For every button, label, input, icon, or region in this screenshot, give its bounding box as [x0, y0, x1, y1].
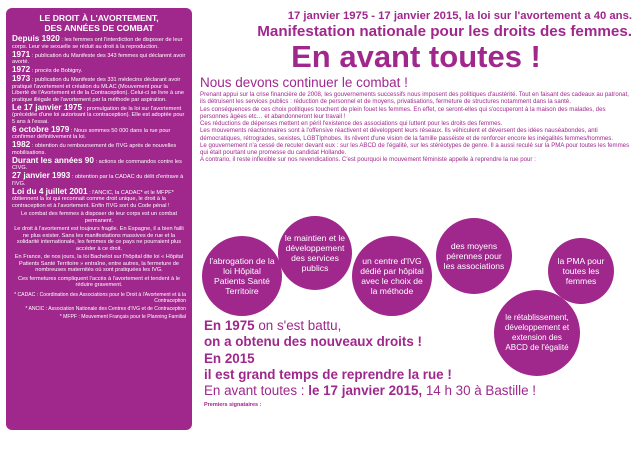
footnote: * ANCIC : Association Nationale des Centres d'IVG et de Contraception	[25, 305, 186, 312]
footnotes	[12, 292, 186, 320]
timeline	[12, 36, 186, 209]
body-paragraph: Prenant appui sur la crise financière de 2008, les gouvernements successifs nous imposent des politiques d'austérité. Tout en faisant des cadeaux au patronat, ils détruisent les services publics : réduction de personnel et de moyens, privatisations, fermeture de structures notamment dans la santé.	[200, 91, 629, 106]
footnote: * CADAC : Coordination des Associations pour le Droit à l'Avortement et à la Contraception	[14, 291, 186, 304]
subtitle: Nous devons continuer le combat !	[200, 75, 408, 90]
timeline-item: Le 17 janvier 1975 : promulgation de la loi sur l'avortement (précédée d'une loi autorisant la contraception). Elle est adoptée pour 5 ans à l'essai.	[12, 102, 185, 125]
demand-circle-pma: la PMA pour toutes les femmes	[548, 238, 614, 304]
timeline-item: 27 janvier 1993 : obtention par la CADAC du délit d'entrave à l'IVG.	[12, 171, 184, 187]
timeline-item: 1972 : procès de Bobigny.	[12, 65, 83, 74]
body-paragraph: A contrario, il reste inflexible sur nos revendications. C'est pourquoi le mouvement féministe appelle à reprendre la rue pour :	[200, 156, 536, 164]
sidebar-paragraph: Ces fermetures compliquent l'accès à l'avortement et tendent à le réduire gravement.	[18, 275, 180, 288]
slogan-title: En avant toutes !	[291, 39, 541, 74]
timeline-item: 6 octobre 1979 : Nous sommes 50 000 dans la rue pour confirmer définitivement la loi.	[12, 124, 171, 140]
demand-circle-ivg-center: un centre d'IVG dédié par hôpital avec le choix de la méthode	[352, 236, 432, 316]
timeline-item: 1973 : publication du Manifeste des 331 médecins déclarant avoir pratiqué l'avortement et création du MLAC (Mouvement pour la Liberté de l'Avortement et de la Contraception). Celui-ci se livre à une pratique illégale de l'avortement par la méthode par aspiration.	[12, 74, 184, 103]
demand-circle-public-services: le maintien et le développement des services publics	[278, 216, 352, 290]
closing-call: En 1975 on s'est battu, on a obtenu des nouveaux droits ! En 2015 il est grand temps de reprendre la rue ! En avant toutes : le 17 janvier 2015, 14 h 30 à Bastille !	[204, 318, 537, 399]
body-paragraph: Les mouvements réactionnaires sont à l'offensive réactivent et développent leurs réseaux. Ils véhiculent et déversent des idées nauséabondes, anti démocratiques, rétrogrades, sexistes, LGBTIphobes. Ils rêvent d'une vision de la famille passéiste et de renforcer encore les inégalités femmes/hommes.	[200, 127, 614, 142]
timeline-item: Depuis 1920 : les femmes ont l'interdiction de disposer de leur corps. Leur vie sexuelle se réduit au droit à la reproduction.	[12, 34, 183, 50]
main-content	[200, 10, 632, 164]
signatories-label: Premiers signataires :	[204, 402, 262, 408]
body-paragraph: Ces réductions de dépenses mettent en péril l'existence des associations qui luttent pour les droits des femmes.	[200, 120, 503, 127]
body-paragraph: Le gouvernement n'a cessé de reculer devant eux : sur les ABCD de l'égalité, sur les stéréotypes de genre. Il a aussi reculé sur la PMA pour toutes les femmes qui était pourtant une promesse du candidat Hollande.	[200, 141, 630, 156]
history-sidebar	[6, 8, 192, 430]
sidebar-paragraph: En France, de nos jours, la loi Bachelot sur l'hôpital dite loi « Hôpital Patients Santé Territoire » entraîne, entre autres, la fermeture de nombreuses maternités où sont pratiquées les IVG.	[14, 254, 184, 273]
body-text	[200, 91, 632, 164]
demand-circle-hospital-law: l'abrogation de la loi Hôpital Patients Santé Territoire	[202, 236, 282, 316]
sidebar-title: LE DROIT À L'AVORTEMENT, DES ANNÉES DE COMBAT	[39, 13, 159, 33]
sidebar-paragraph: Le combat des femmes à disposer de leur corps est un combat permanent.	[20, 211, 178, 224]
anniversary-line: 17 janvier 1975 - 17 janvier 2015, la loi sur l'avortement a 40 ans.	[287, 10, 632, 22]
demand-circle-associations: des moyens pérennes pour les associations	[436, 218, 512, 294]
body-paragraph: Les conséquences de ces choix politiques touchent de plein fouet les femmes. En effet, ce seront-elles qui s'occuperont à la maison des malades, des personnes âgées etc… et abandonneront leur travail !	[200, 105, 606, 120]
timeline-item: 1971 : publication du Manifeste des 343 femmes qui déclarent avoir avorté.	[12, 49, 186, 65]
timeline-item: Loi du 4 juillet 2001 : l'ANCIC, la CADAC* et le MFPF* obtiennent la loi qui reconnait comme droit unique, le droit à la contraception et à l'avortement. Enfin l'IVG sort du Code pénal !	[12, 186, 174, 209]
footnote: * MFPF : Mouvement Français pour le Planning Familial	[59, 313, 186, 320]
timeline-item: Durant les années 90 : actions de commandos contre les CIVG.	[12, 155, 182, 171]
manifestation-line: Manifestation nationale pour les droits des femmes.	[257, 23, 632, 40]
demand-circle-abcd: le rétablissement, développement et extension des ABCD de l'égalité	[494, 290, 580, 376]
rally-details: En avant toutes : le 17 janvier 2015, 14 h 30 à Bastille !	[204, 383, 537, 399]
sidebar-paragraph: Le droit à l'avortement est toujours fragile. En Espagne, il a bien failli ne plus exister. Sans les manifestations massives de rue et la solidarité internationale, les femmes de ce pays ne pourraient plus accéder à ce droit.	[14, 226, 184, 252]
timeline-item: 1982 : obtention du remboursement de l'IVG après de nouvelles mobilisations.	[12, 140, 177, 156]
